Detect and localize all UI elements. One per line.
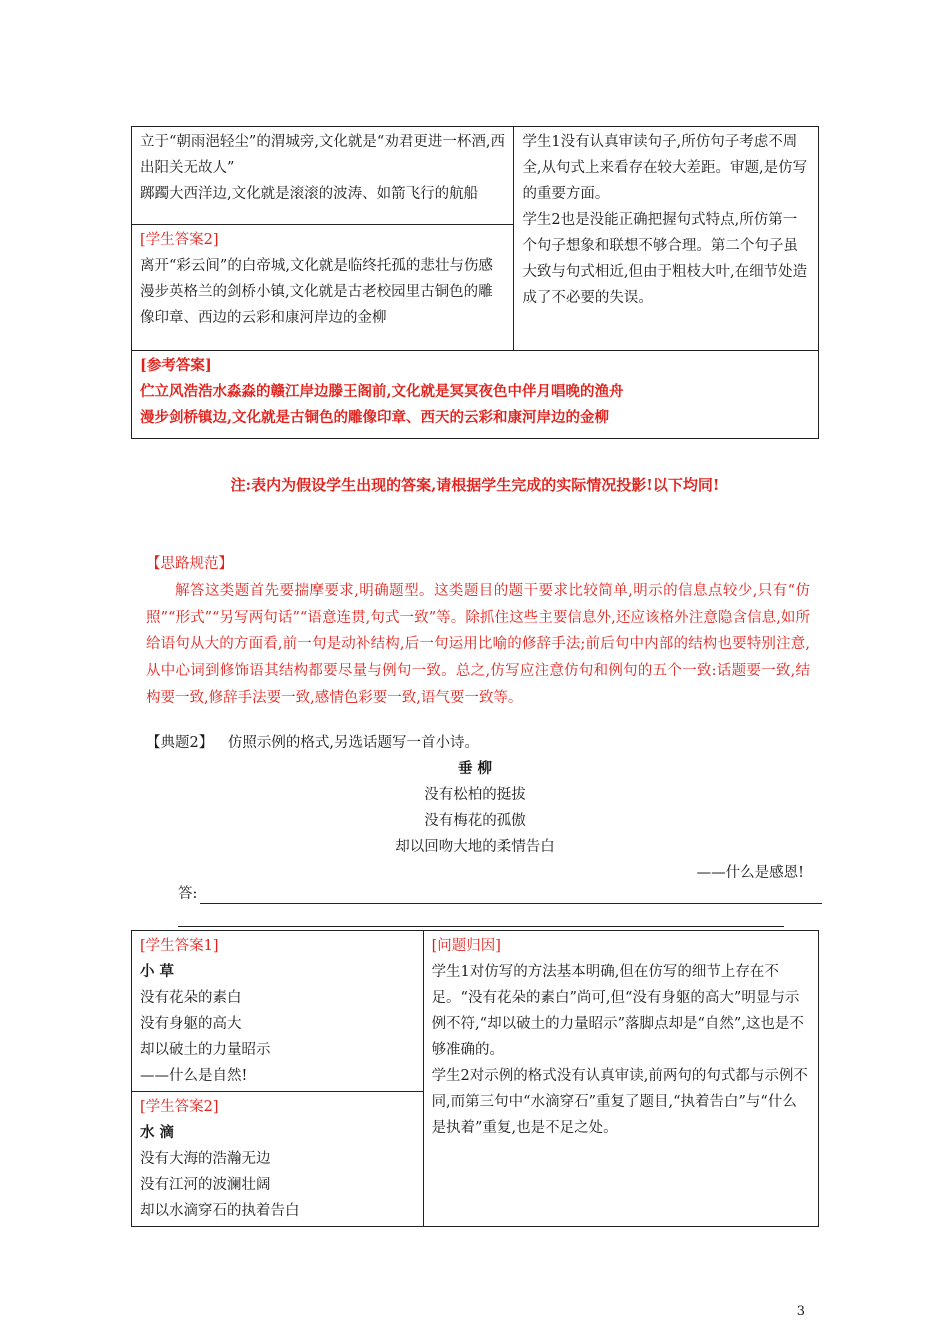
reference-answer-line: 伫立风浩浩水淼淼的赣江岸边滕王阁前,文化就是冥冥夜色中伴月唱晚的渔舟: [140, 383, 624, 400]
analysis-table-1: [131, 126, 819, 439]
answer-label: 答:: [178, 886, 198, 902]
answer-blank-line[interactable]: [178, 926, 784, 927]
student-answer-1-cell: [132, 931, 424, 1092]
thinking-heading: 【思路规范】: [146, 556, 233, 572]
analysis-table-2: [131, 930, 819, 1227]
answer-line: 踯躅大西洋边,文化就是滚滚的波涛、如箭飞行的航船: [140, 186, 479, 202]
reference-answer-cell: [132, 351, 819, 439]
poem-title: 垂 柳: [457, 760, 493, 777]
poem-ending: ——什么是感恩!: [696, 865, 804, 881]
poem-line: 没有身躯的高大: [140, 1016, 242, 1032]
poem-title: 水 滴: [140, 1124, 175, 1141]
answer-line: 离开“彩云间”的白帝城,文化就是临终托孤的悲壮与伤感: [140, 258, 493, 274]
teacher-note: 注:表内为假设学生出现的答案,请根据学生完成的实际情况投影!以下均同!: [230, 476, 720, 494]
student-answer-2-cell: [132, 225, 514, 351]
thinking-section: [146, 551, 810, 712]
problem-analysis-cell: [514, 127, 819, 351]
poem-title: 小 草: [140, 963, 175, 980]
answer-line: 漫步英格兰的剑桥小镇,文化就是古老校园里古铜色的雕像印章、西边的云彩和康河岸边的金柳: [140, 284, 493, 326]
example-prompt: 仿照示例的格式,另选话题写一首小诗。: [227, 735, 479, 751]
poem-line: 没有江河的波澜壮阔: [140, 1177, 271, 1193]
analysis-paragraph: 学生1没有认真审读句子,所仿句子考虑不周全,从句式上来看存在较大差距。审题,是仿写的重要方面。: [522, 134, 808, 202]
thinking-text: 解答这类题首先要揣摩要求,明确题型。这类题目的题干要求比较简单,明示的信息点较少,只有“仿照”“形式”“另写两句话”“语意连贯,句式一致”等。除抓住这些主要信息外,还应该格外注意隐含信息,如所给语句从大的方面看,前一句是动补结构,后一句运用比喻的修辞手法;前后句中内部的结构也要特别注意,从中心词到修饰语其结构都要尽量与例句一致。总之,仿写应注意仿句和例句的五个一致:话题要一致,结构要一致,修辞手法要一致,感情色彩要一致,语气要一致等。: [146, 582, 810, 706]
example-poem: [131, 756, 819, 860]
poem-line: 却以水滴穿石的执着告白: [140, 1203, 300, 1219]
student-answer-1-heading: [学生答案1]: [140, 938, 219, 954]
problem-analysis-cell: [423, 931, 818, 1227]
example-label: 【典题2】: [146, 735, 214, 751]
poem-line: ——什么是自然!: [140, 1068, 248, 1084]
example-question: [146, 730, 479, 756]
analysis-paragraph: 学生2对示例的格式没有认真审读,前两句的句式都与示例不同,而第三句中“水滴穿石”重复了题目,“执着告白”与“什么是执着”重复,也是不足之处。: [431, 1068, 808, 1136]
poem-line: 却以回吻大地的柔情告白: [395, 839, 555, 855]
poem-line: 却以破土的力量昭示: [140, 1042, 271, 1058]
analysis-paragraph: 学生2也是没能正确把握句式特点,所仿第一个句子想象和联想不够合理。第二个句子虽大致与句式相近,但由于粗枝大叶,在细节处造成了不必要的失误。: [522, 212, 808, 306]
reference-answer-heading: [参考答案]: [140, 357, 212, 374]
poem-line: 没有梅花的孤傲: [424, 813, 526, 829]
poem-line: 没有松柏的挺拔: [424, 787, 526, 803]
analysis-paragraph: 学生1对仿写的方法基本明确,但在仿写的细节上存在不足。“没有花朵的素白”尚可,但“没有身躯的高大”明显与示例不符,“却以破土的力量昭示”落脚点却是“自然”,这也是不够准确的。: [431, 964, 804, 1058]
student-answer-2-heading: [学生答案2]: [140, 1099, 219, 1115]
answer-blank-line[interactable]: [200, 903, 822, 904]
problem-analysis-heading: [问题归因]: [431, 938, 501, 954]
poem-line: 没有大海的浩瀚无边: [140, 1151, 271, 1167]
student-answer-1-cell: [132, 127, 514, 225]
answer-line: 立于“朝雨浥轻尘”的渭城旁,文化就是“劝君更进一杯酒,西出阳关无故人”: [140, 134, 505, 176]
reference-answer-line: 漫步剑桥镇边,文化就是古铜色的雕像印章、西天的云彩和康河岸边的金柳: [140, 409, 610, 426]
student-answer-2-heading: [学生答案2]: [140, 232, 219, 248]
poem-line: 没有花朵的素白: [140, 990, 242, 1006]
page-number: 3: [796, 1304, 805, 1319]
student-answer-2-cell: [132, 1092, 424, 1227]
